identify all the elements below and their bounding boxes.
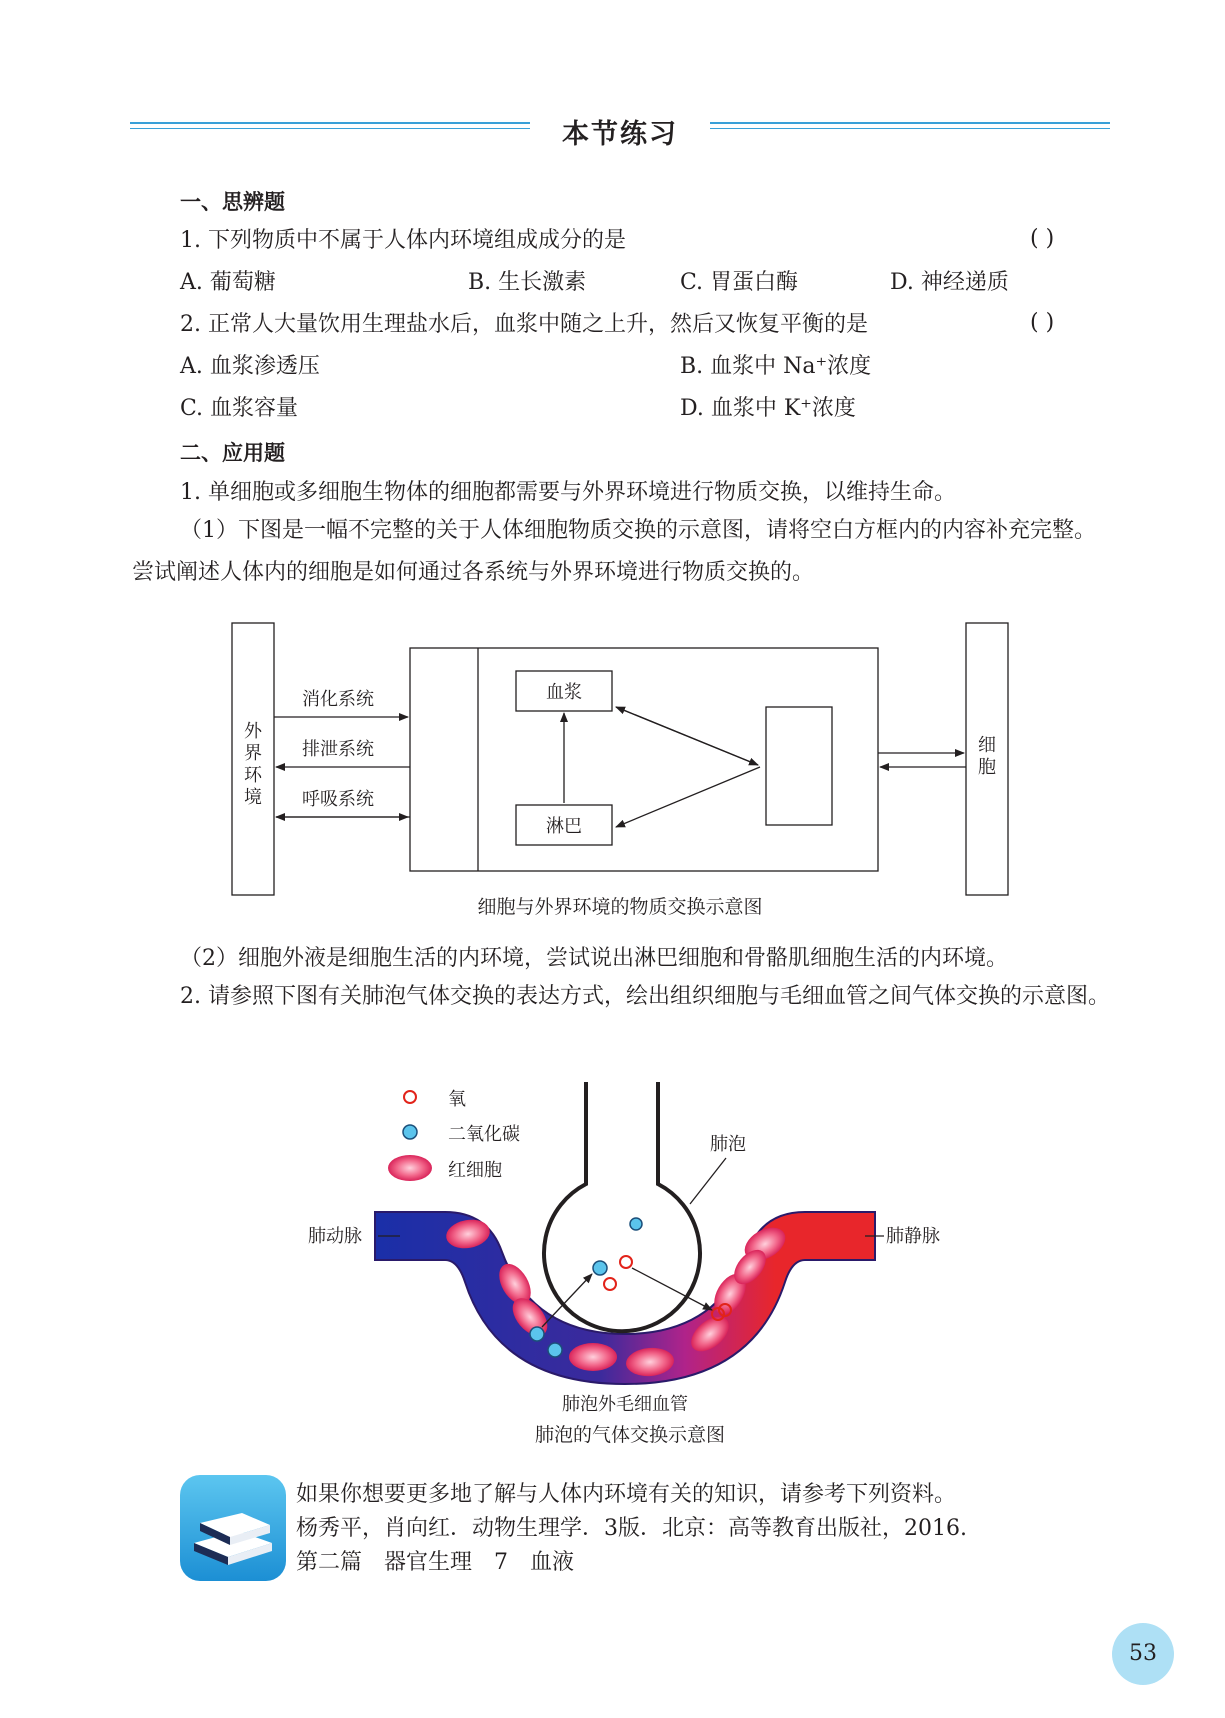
app-q1-part2: （2）细胞外液是细胞生活的内环境，尝试说出淋巴细胞和骨骼肌细胞生活的内环境。	[180, 946, 1008, 971]
page-number: 53	[1112, 1623, 1174, 1685]
section1-heading: 一、思辨题	[180, 190, 285, 214]
material-exchange-diagram	[220, 615, 1020, 925]
app-q2: 2. 请参照下图有关肺泡气体交换的表达方式，绘出组织细胞与毛细血管之间气体交换的示意图。	[180, 984, 1110, 1009]
outer-env-label-3: 环	[244, 765, 262, 786]
digestive-system-label: 消化系统	[302, 689, 374, 710]
q2-option-c: C. 血浆容量	[180, 396, 299, 421]
body-box	[410, 648, 878, 871]
alveolus-outline	[544, 1082, 700, 1331]
q1-option-a: A. 葡萄糖	[180, 270, 276, 295]
section2-heading: 二、应用题	[180, 441, 285, 465]
q1-stem: 1. 下列物质中不属于人体内环境组成成分的是	[180, 228, 626, 253]
oxygen-molecule	[604, 1278, 616, 1290]
outer-env-label-4: 境	[244, 787, 262, 808]
cell-label-1: 细	[978, 735, 996, 756]
excretory-system-label: 排泄系统	[302, 739, 374, 760]
outer-env-label-1: 外	[244, 721, 262, 742]
q2-option-b: B. 血浆中 Na⁺浓度	[680, 354, 872, 379]
blank-box	[766, 707, 832, 825]
respiratory-system-label: 呼吸系统	[302, 789, 374, 810]
co2-molecule	[530, 1327, 544, 1341]
alveolar-gas-exchange-diagram	[280, 1072, 980, 1417]
q2-answer-paren: ( )	[1030, 310, 1055, 335]
q1-option-d: D. 神经递质	[890, 270, 1009, 295]
pulmonary-artery-label: 肺动脉	[308, 1226, 362, 1247]
q1-option-c: C. 胃蛋白酶	[680, 270, 799, 295]
alveolus-label: 肺泡	[710, 1134, 746, 1155]
co2-legend-label: 二氧化碳	[448, 1124, 520, 1145]
co2-molecule	[548, 1343, 562, 1357]
cell-label-2: 胞	[978, 757, 996, 778]
q1-answer-paren: ( )	[1030, 226, 1055, 251]
q2-option-a: A. 血浆渗透压	[180, 354, 320, 379]
co2-molecule	[593, 1261, 607, 1275]
rbc-legend-icon	[388, 1155, 432, 1181]
oxygen-molecule	[620, 1256, 632, 1268]
plasma-label: 血浆	[546, 682, 582, 703]
app-q1-intro: 1. 单细胞或多细胞生物体的细胞都需要与外界环境进行物质交换，以维持生命。	[180, 480, 956, 505]
reference-citation: 杨秀平，肖向红．动物生理学．3版．北京：高等教育出版社，2016.	[296, 1516, 967, 1541]
pulmonary-vein-label: 肺静脉	[886, 1226, 940, 1247]
oxygen-legend-icon	[404, 1091, 416, 1103]
q2-stem: 2. 正常人大量饮用生理盐水后，血浆中随之上升，然后又恢复平衡的是	[180, 312, 868, 337]
q1-option-b: B. 生长激素	[468, 270, 587, 295]
reference-intro: 如果你想要更多地了解与人体内环境有关的知识，请参考下列资料。	[296, 1482, 957, 1507]
books-icon	[180, 1475, 286, 1581]
diagram1-caption: 细胞与外界环境的物质交换示意图	[477, 896, 763, 918]
oxygen-legend-label: 氧	[448, 1089, 466, 1110]
q2-option-d: D. 血浆中 K⁺浓度	[680, 396, 856, 421]
diagram2-caption: 肺泡的气体交换示意图	[534, 1424, 725, 1446]
section-title-bar	[130, 112, 1110, 150]
co2-legend-icon	[403, 1125, 417, 1139]
reference-chapter: 第二篇 器官生理 7 血液	[296, 1550, 574, 1575]
lymph-label: 淋巴	[546, 816, 582, 837]
rbc-legend-label: 红细胞	[448, 1160, 502, 1181]
outer-env-label-2: 界	[244, 743, 262, 764]
capillary-label: 肺泡外毛细血管	[562, 1394, 688, 1415]
co2-molecule	[630, 1218, 642, 1230]
page-title: 本节练习	[546, 119, 694, 150]
app-q1-part1: （1）下图是一幅不完整的关于人体细胞物质交换的示意图，请将空白方框内的内容补充完整。尝试阐述人体内的细胞是如何通过各系统与外界环境进行物质交换的。	[132, 518, 1097, 585]
